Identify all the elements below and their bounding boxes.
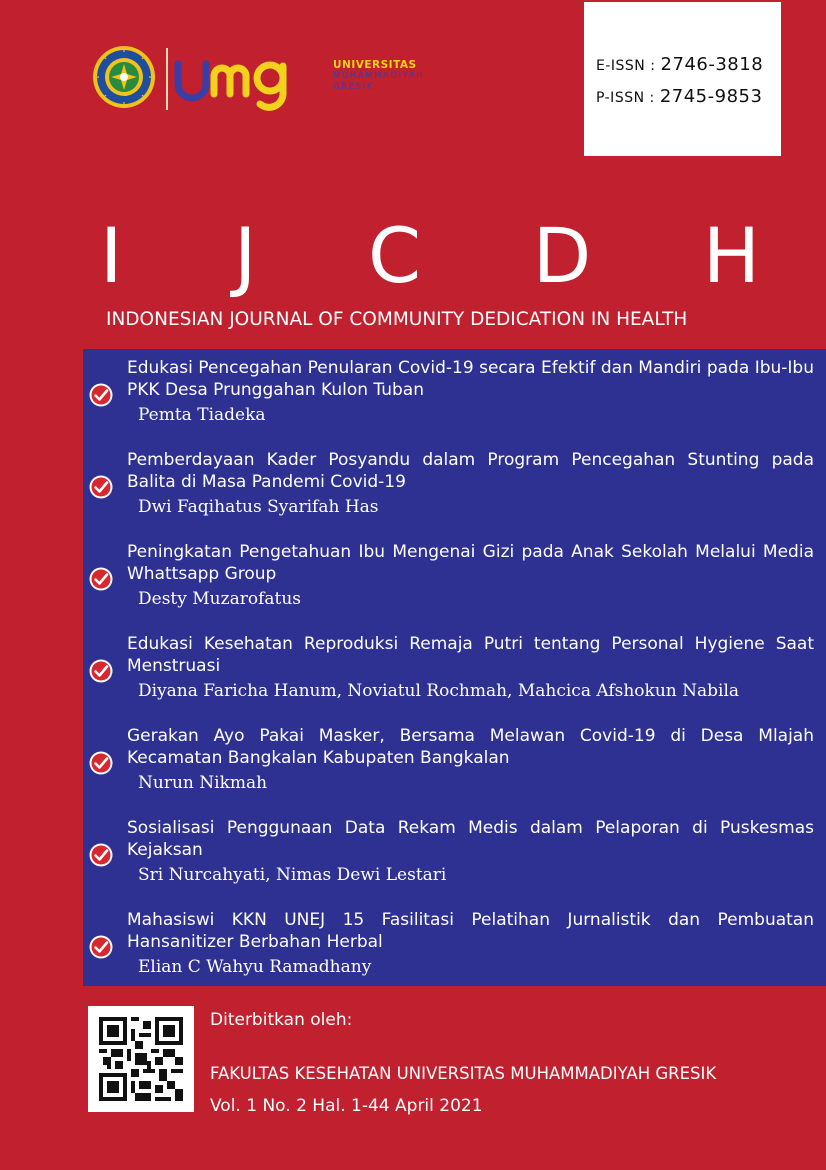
p-issn-row (596, 86, 762, 107)
journal-full-name: INDONESIAN JOURNAL OF COMMUNITY DEDICATION IN HEALTH (106, 309, 688, 330)
check-icon (89, 751, 113, 775)
article-authors: Dwi Faqihatus Syarifah Has (138, 497, 379, 517)
acronym-letter: D (532, 211, 592, 300)
article-authors: Sri Nurcahyati, Nimas Dewi Lestari (138, 865, 447, 885)
p-issn-label: P-ISSN : (596, 90, 655, 106)
article-authors: Desty Muzarofatus (138, 589, 301, 609)
article-title: Edukasi Pencegahan Penularan Covid-19 secara Efektif dan Mandiri pada Ibu-Ibu PKK Desa Prunggahan Kulon Tuban (127, 358, 814, 400)
table-of-contents (83, 349, 826, 986)
check-icon (89, 383, 113, 407)
article-authors: Nurun Nikmah (138, 773, 268, 793)
qr-code-icon[interactable] (88, 1006, 194, 1112)
logo-divider (166, 48, 168, 110)
p-issn-number: 2745-9853 (659, 86, 763, 107)
acronym-letter: I (100, 211, 123, 300)
check-icon (89, 843, 113, 867)
article-authors: Elian C Wahyu Ramadhany (138, 957, 372, 977)
article-title: Sosialisasi Penggunaan Data Rekam Medis dalam Pelaporan di Puskesmas Kejaksan (127, 818, 814, 860)
logo-text-line-1: UNIVERSITAS (333, 59, 417, 71)
umg-logo-mark (172, 50, 332, 114)
e-issn-number: 2746-3818 (660, 54, 764, 75)
article-title: Edukasi Kesehatan Reproduksi Remaja Putri tentang Personal Hygiene Saat Menstruasi (127, 634, 814, 676)
volume-info: Vol. 1 No. 2 Hal. 1-44 April 2021 (210, 1096, 483, 1116)
university-seal-icon (92, 45, 156, 109)
article-title: Pemberdayaan Kader Posyandu dalam Program Pencegahan Stunting pada Balita di Masa Pandemi Covid-19 (127, 450, 814, 492)
acronym-letter: J (234, 211, 257, 300)
article-authors: Pemta Tiadeka (138, 405, 266, 425)
acronym-letter: H (702, 211, 760, 300)
check-icon (89, 567, 113, 591)
logo-text-line-2: MUHAMMADIYAH (333, 71, 425, 81)
university-logo-text (333, 60, 424, 93)
check-icon (89, 659, 113, 683)
check-icon (89, 475, 113, 499)
article-title: Mahasiswi KKN UNEJ 15 Fasilitasi Pelatihan Jurnalistik dan Pembuatan Hansanitizer Berbahan Herbal (127, 910, 814, 952)
logo-text-line-3: GRESIK (333, 82, 374, 92)
check-icon (89, 935, 113, 959)
journal-acronym (100, 211, 760, 300)
article-title: Peningkatan Pengetahuan Ibu Mengenai Gizi pada Anak Sekolah Melalui Media Whattsapp Group (127, 542, 814, 584)
e-issn-row (596, 54, 763, 75)
article-authors: Diyana Faricha Hanum, Noviatul Rochmah, Mahcica Afshokun Nabila (138, 681, 740, 701)
published-by-label: Diterbitkan oleh: (210, 1010, 353, 1030)
acronym-letter: C (368, 211, 422, 300)
qr-code-graphic (99, 1017, 183, 1101)
publisher-name: FAKULTAS KESEHATAN UNIVERSITAS MUHAMMADIYAH GRESIK (210, 1064, 717, 1083)
e-issn-label: E-ISSN : (596, 58, 656, 74)
issn-box (584, 2, 781, 156)
article-title: Gerakan Ayo Pakai Masker, Bersama Melawan Covid-19 di Desa Mlajah Kecamatan Bangkalan Kabupaten Bangkalan (127, 726, 814, 768)
